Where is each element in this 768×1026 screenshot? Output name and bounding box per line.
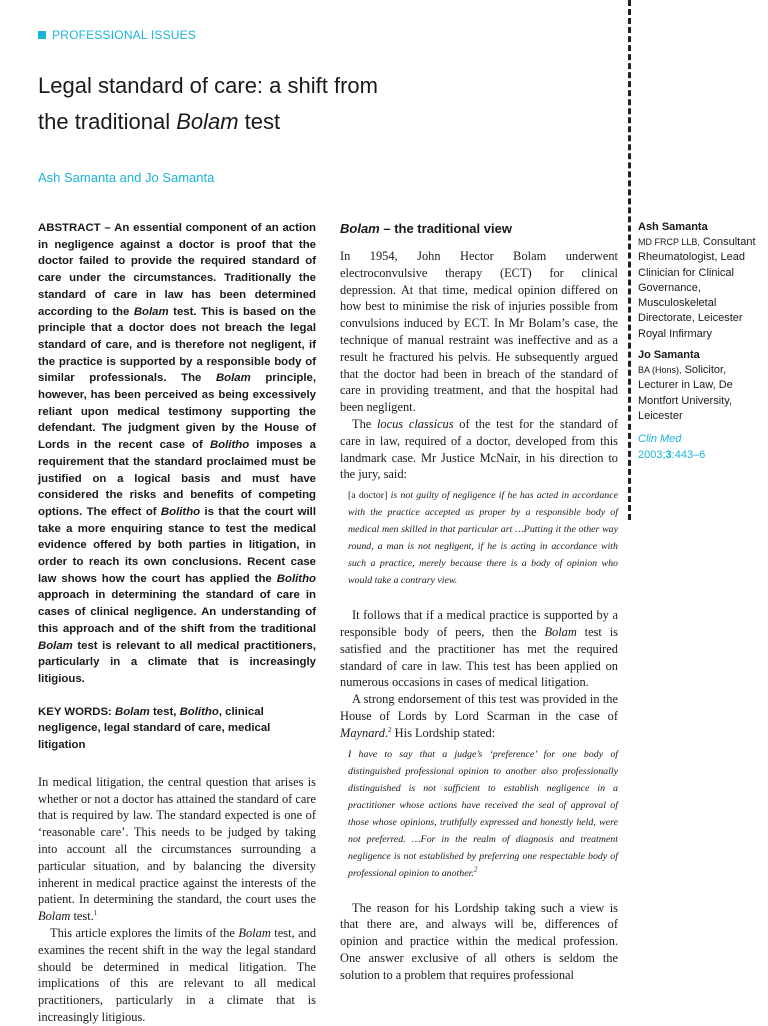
title-line-2a: the traditional bbox=[38, 109, 177, 134]
title-line-1: Legal standard of care: a shift from bbox=[38, 73, 378, 98]
author-1-affiliation: MD FRCP LLB, Consultant Rheumatologist, Lead Clinician for Clinical Governance, Musculoskeletal Directorate, Leicester Royal Infirmary bbox=[638, 236, 756, 340]
author-1-name: Ash Samanta bbox=[638, 221, 708, 233]
affiliations-sidebar bbox=[638, 220, 760, 463]
body-paragraph-3: It follows that if a medical practice is supported by a responsible body of peers, then the Bolam test is satisfied and the practitioner has met the required standard of care in law. This test has been applied on numerous occasions in cases of medical litigation. bbox=[340, 608, 618, 690]
block-quote-1: [a doctor] is not guilty of negligence if he has acted in accordance with the practice accepted as proper by a responsible body of medical men skilled in that particular art …Putting it the other way round, a man is not negligent, if he is acting in accordance with such a practice, merely because there is a body of opinion who would take a contrary view. bbox=[348, 490, 619, 587]
journal-citation: Clin Med 2003;3:443–6 bbox=[638, 433, 706, 461]
section-heading: Bolam – the traditional view bbox=[340, 221, 512, 236]
abstract: ABSTRACT – An essential component of an action in negligence against a doctor is proof that the doctor failed to provide the required standard of care under the circumstances. Traditionally the standard of care in law has been determined according to the Bolam test. This is based on the principle that a doctor does not breach the legal standard of care, and is therefore not negligent, if the practice is supported by a responsible body of similar professionals. The Bolam principle, however, has been perceived as being excessively reliant upon medical testimony supporting the defendant. The judgment given by the House of Lords in the recent case of Bolitho imposes a requirement that the standard proclaimed must be justified on a logical basis and must have considered the risks and benefits of competing options. The effect of Bolitho is that the court will take a more enquiring stance to test the medical evidence offered by both parties in litigation, in order to reach its own conclusions. Recent case law shows how the court has applied the Bolitho approach in determining the standard of care in cases of clinical negligence. An understanding of this approach and of the shift from the traditional Bolam test is relevant to all medical practitioners, particularly in a climate that is increasingly litigious. bbox=[38, 222, 317, 685]
section-tag bbox=[38, 28, 196, 42]
author-2-affiliation: BA (Hons), Solicitor, Lecturer in Law, De Montfort University, Leicester bbox=[638, 364, 733, 422]
article-title bbox=[38, 68, 598, 140]
body-paragraph-4: A strong endorsement of this test was provided in the House of Lords by Lord Scarman in the case of Maynard.$^2$ His Lordship stated: bbox=[340, 692, 618, 740]
title-line-2c: test bbox=[238, 109, 281, 134]
dashed-margin-rule bbox=[628, 0, 631, 520]
intro-paragraph-1: In medical litigation, the central question that arises is whether or not a doctor has attained the standard of care that is required by law. The standard expected is one of ‘reasonable care’. This needs to be judged by taking into account all the circumstances surrounding a particular situation, and by balancing the diversity inherent in medical practice against the interests of the patient. In determining the standard, the court uses the Bolam test.$^1$ bbox=[38, 774, 316, 924]
title-line-2b: Bolam bbox=[176, 109, 239, 134]
column-middle bbox=[340, 220, 618, 984]
keywords: KEY WORDS: Bolam test, Bolitho, clinical negligence, legal standard of care, medical litigation bbox=[38, 705, 271, 752]
column-left bbox=[38, 220, 316, 1026]
author-2-name: Jo Samanta bbox=[638, 349, 700, 362]
section-label: PROFESSIONAL ISSUES bbox=[52, 28, 197, 42]
section-square-icon bbox=[38, 31, 46, 39]
article-authors: Ash Samanta and Jo Samanta bbox=[38, 170, 215, 185]
intro-paragraph-2: This article explores the limits of the Bolam test, and examines the recent shift in the way the legal standard should be determined in medical litigation. The implications of this are relevant to all medical practitioners, particularly in a climate that is increasingly litigious. bbox=[38, 925, 317, 1024]
body-paragraph-5: The reason for his Lordship taking such a view is that there are, and always will be, differences of opinion and practice within the medical profession. One answer exclusive of all others is seldom the solution to a problem that requires professional bbox=[340, 900, 618, 982]
body-paragraph-1: In 1954, John Hector Bolam underwent electroconvulsive therapy (ECT) for clinical depression. At that time, medical opinion differed on how best to minimise the risk of injuries possible from convulsions induced by ECT. In Mr Bolam’s case, the technique of manual restraint was ineffective and as a result he fractured his pelvis. He subsequently argued that the doctor had been in breach of the standard of care in providing treatment, and that the hospital had been negligent. bbox=[340, 249, 618, 415]
block-quote-2: I have to say that a judge’s ‘preference’ for one body of distinguished professional opinion to another also professionally distinguished is not sufficient to establish negligence in a practitioner whose actions have received the seal of approval of those whose opinions, truthfully expressed and honestly held, were not preferred. …For in the realm of diagnosis and treatment negligence is not established by preferring one respectable body of professional opinion to another.$^2$ bbox=[348, 748, 618, 879]
body-paragraph-2: The locus classicus of the test for the standard of care in law, required of a doctor, developed from this landmark case. Mr Justice McNair, in his direction to the jury, said: bbox=[340, 416, 618, 482]
